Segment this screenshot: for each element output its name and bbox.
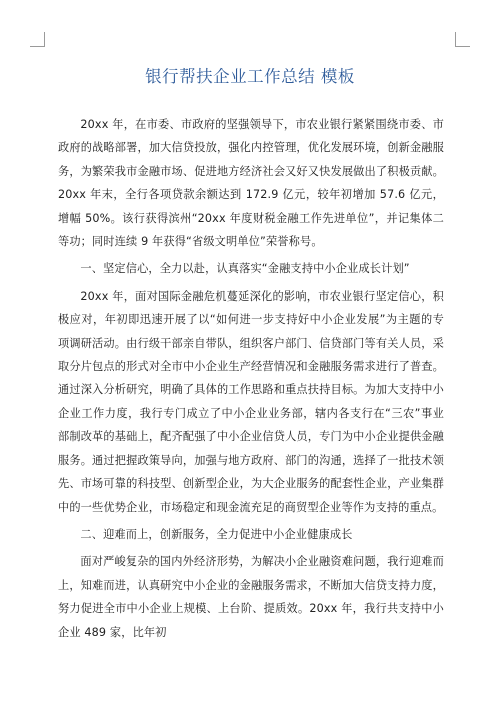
paragraph-intro: 20xx 年，在市委、市政府的坚强领导下，市农业银行紧紧围绕市委、市政府的战略部署，加大信贷投放，强化内控管理，优化发展环境，创新金融服务，为繁荣我市金融市场、促进地方经济社会又好又快发展做出了积极贡献。20xx 年末，全行各项贷款余额达到 172.9 亿元，较年初增加 57.6 亿元，增幅 50%。该行获得滨州“20xx 年度财税金融工作先进单位”，并记集体二等功；同时连续 9 年获得“省级文明单位”荣誉称号。 <box>58 118 444 249</box>
paragraph-section-1: 20xx 年，面对国际金融危机蔓延深化的影响，市农业银行坚定信心，积极应对，年初即迅速开展了以“如何进一步支持好中小企业发展”为主题的专项调研活动。由行级干部亲自带队，组织客户部门、信贷部门等有关人员，采取分片包点的形式对全市中小企业生产经营情况和金融服务需求进行了普查。通过深入分析研究，明确了具体的工作思路和重点扶持目标。为加大支持中小企业工作力度，我行专门成立了中小企业业务部，辖内各支行在“三农”事业部制改革的基础上，配齐配强了中小企业信贷人员，专门为中小企业提供金融服务。通过把握政策导向，加强与地方政府、部门的沟通，选择了一批技术领先、市场可靠的科技型、创新型企业，为大企业服务的配套性企业，产业集群中的一些优势企业，市场稳定和现金流充足的商贸型企业等作为支持的重点。 <box>58 289 444 514</box>
section-heading-1: 一、坚定信心，全力以赴，认真落实“金融支持中小企业成长计划” <box>80 262 410 276</box>
crop-mark-top-left <box>30 32 45 47</box>
document-title: 银行帮扶企业工作总结 模板 <box>145 67 355 86</box>
section-heading-2: 二、迎难而上，创新服务，全力促进中小企业健康成长 <box>80 527 353 541</box>
document-body <box>58 113 444 648</box>
paragraph-section-2: 面对严峻复杂的国内外经济形势，为解决小企业融资难问题，我行迎难而上，知难而进，认真研究中小企业的金融服务需求，不断加大信贷支持力度，努力促进全市中小企业上规模、上台阶、提质效。20xx 年，我行共支持中小企业 489 家，比年初 <box>58 555 444 639</box>
crop-mark-top-right <box>455 32 470 47</box>
